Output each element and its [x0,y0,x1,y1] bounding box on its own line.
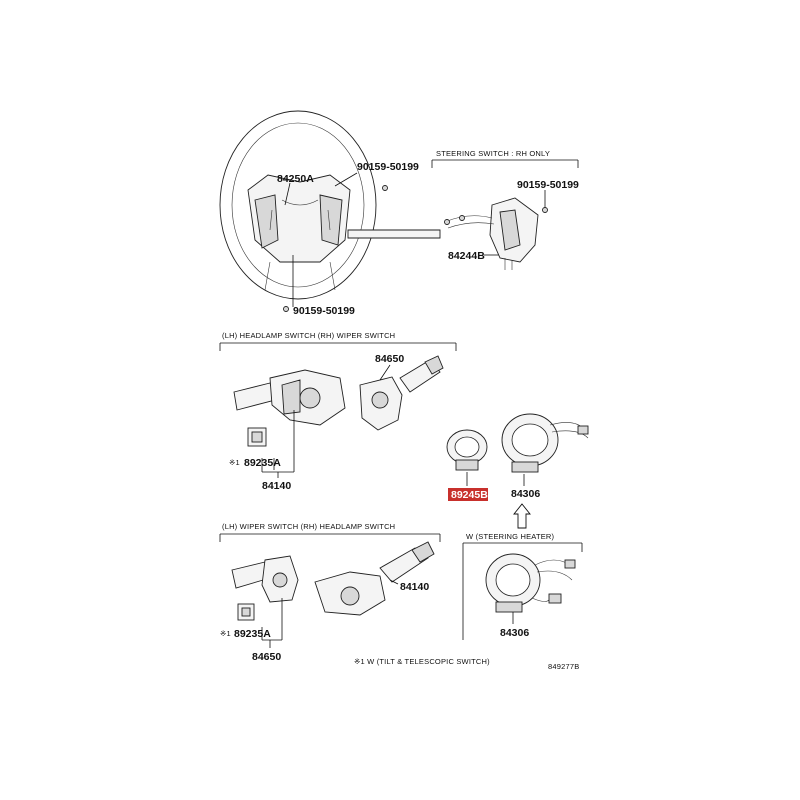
bolt-icon [543,208,548,213]
spiral-cable-top-illustration [502,414,588,472]
spiral-cable-bottom-illustration [486,554,575,612]
combination-switch-top-bracket [220,343,456,351]
part-label-89235a-bottom[interactable]: 89235A [234,628,271,640]
part-label-89235a-top[interactable]: 89235A [244,457,281,469]
wiper-switch-top-illustration [360,356,443,430]
part-label-84140-bottom[interactable]: 84140 [400,581,430,593]
part-label-84306-bottom[interactable]: 84306 [500,627,530,639]
caption-lh-headlamp-rh-wiper: (LH) HEADLAMP SWITCH (RH) WIPER SWITCH [222,331,396,340]
bolt-icon [284,307,289,312]
headlamp-switch-top-illustration [234,370,345,446]
part-label-89245b[interactable]: 89245B [451,489,488,501]
part-label-84650-top[interactable]: 84650 [375,353,405,365]
part-label-90159-50199-top[interactable]: 90159-50199 [357,161,419,173]
rh-steering-switch-bracket [432,160,578,168]
wiper-switch-bottom-illustration [232,556,298,620]
part-label-84140-top[interactable]: 84140 [262,480,292,492]
part-label-84250a[interactable]: 84250A [277,173,314,185]
footnote: ※1 W (TILT & TELESCOPIC SWITCH) [354,657,490,666]
part-label-90159-50199-bottom[interactable]: 90159-50199 [293,305,355,317]
combination-switch-bottom-bracket [220,534,440,542]
part-label-84650-bottom[interactable]: 84650 [252,651,282,663]
footnote-mark-top: ※1 [229,458,240,467]
caption-lh-wiper-rh-headlamp: (LH) WIPER SWITCH (RH) HEADLAMP SWITCH [222,522,396,531]
footnote-mark-bottom: ※1 [220,629,231,638]
up-arrow-icon [514,504,530,528]
part-label-84244b[interactable]: 84244B [448,250,485,262]
headlamp-switch-bottom-illustration [315,542,434,615]
drawing-code: 849277B [548,662,580,671]
bolt-icon [383,186,388,191]
part-label-90159-50199-rh[interactable]: 90159-50199 [517,179,579,191]
steering-wheel-illustration [220,111,440,299]
spiral-cable-sub-illustration [447,430,487,470]
leader-lines-spiral [467,472,524,486]
caption-steering-switch-rh-only: STEERING SWITCH : RH ONLY [436,149,551,158]
caption-w-steering-heater: W (STEERING HEATER) [466,532,555,541]
part-label-84306-top[interactable]: 84306 [511,488,541,500]
